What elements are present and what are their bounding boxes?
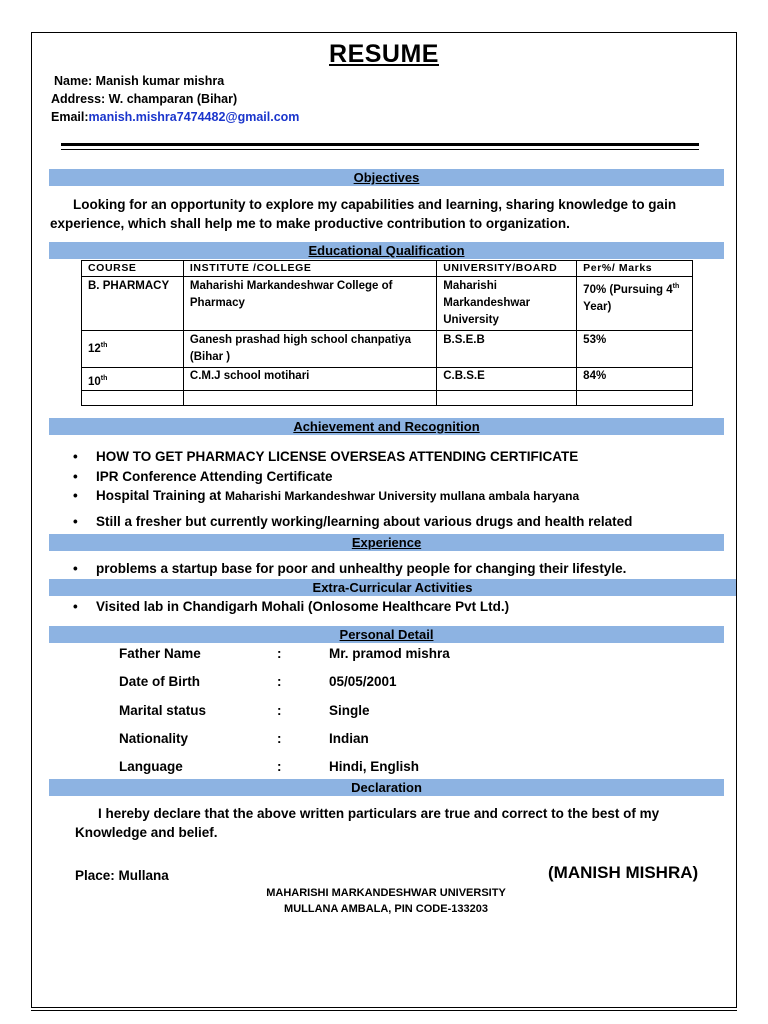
header-name: Name: Manish kumar mishra bbox=[54, 74, 225, 88]
bullet-icon: • bbox=[73, 514, 78, 529]
personal-colon: : bbox=[277, 703, 282, 718]
list-item: • Still a fresher but currently working/learning about various drugs and health related bbox=[73, 514, 633, 529]
cell-board: Maharishi Markandeshwar University bbox=[437, 277, 577, 331]
cell-marks: 84% bbox=[577, 368, 693, 391]
section-achievement-heading: Achievement and Recognition bbox=[49, 418, 724, 435]
objectives-line2: experience, which shall help me to make productive contribution to organization. bbox=[50, 216, 570, 231]
education-table bbox=[81, 260, 693, 406]
col-course: COURSE bbox=[82, 261, 184, 277]
table-row bbox=[82, 390, 693, 405]
personal-value: Hindi, English bbox=[329, 759, 419, 774]
section-personal-heading: Personal Detail bbox=[49, 626, 724, 643]
personal-value: Single bbox=[329, 703, 370, 718]
header-email-row bbox=[51, 108, 299, 126]
bullet-icon: • bbox=[73, 599, 78, 614]
cell-marks: 53% bbox=[577, 331, 693, 368]
declaration-line1: I hereby declare that the above written particulars are true and correct to the best of my bbox=[98, 806, 660, 821]
cell-board: C.B.S.E bbox=[437, 368, 577, 391]
personal-colon: : bbox=[277, 731, 282, 746]
bullet-icon: • bbox=[73, 561, 78, 576]
personal-colon: : bbox=[277, 759, 282, 774]
cell-board: B.S.E.B bbox=[437, 331, 577, 368]
col-board: UNIVERSITY/BOARD bbox=[437, 261, 577, 277]
personal-label: Language bbox=[119, 759, 183, 774]
personal-label: Father Name bbox=[119, 646, 201, 661]
empty-cell bbox=[183, 390, 436, 405]
bullet-icon: • bbox=[73, 449, 78, 464]
cell-course: 10th bbox=[82, 368, 184, 391]
col-marks: Per%/ Marks bbox=[577, 261, 693, 277]
section-objectives-heading: Objectives bbox=[49, 169, 724, 186]
education-header-row bbox=[82, 261, 693, 277]
header-rule-thick bbox=[61, 143, 699, 146]
table-row bbox=[82, 331, 693, 368]
personal-label: Marital status bbox=[119, 703, 207, 718]
footer-line2: MULLANA AMBALA, PIN CODE-133203 bbox=[284, 903, 488, 915]
cell-course: 12th bbox=[82, 331, 184, 368]
personal-colon: : bbox=[277, 646, 282, 661]
personal-value: Mr. pramod mishra bbox=[329, 646, 450, 661]
col-institute: INSTITUTE /COLLEGE bbox=[183, 261, 436, 277]
cell-marks: 70% (Pursuing 4th Year) bbox=[577, 277, 693, 331]
personal-value: Indian bbox=[329, 731, 369, 746]
section-experience-heading: Experience bbox=[49, 534, 724, 551]
section-education-heading: Educational Qualification bbox=[49, 242, 724, 259]
personal-value: 05/05/2001 bbox=[329, 674, 397, 689]
personal-colon: : bbox=[277, 674, 282, 689]
section-declaration-heading: Declaration bbox=[49, 779, 724, 796]
header-rule-thin bbox=[61, 149, 699, 150]
cell-institute: Maharishi Markandeshwar College of Pharmacy bbox=[183, 277, 436, 331]
bullet-icon: • bbox=[73, 469, 78, 484]
list-item: • Hospital Training at Maharishi Markandeshwar University mullana ambala haryana bbox=[73, 488, 580, 503]
declaration-line2: Knowledge and belief. bbox=[75, 825, 218, 840]
cell-course: B. PHARMACY bbox=[82, 277, 184, 331]
bullet-icon: • bbox=[73, 488, 78, 503]
email-label: Email: bbox=[51, 110, 89, 124]
empty-cell bbox=[437, 390, 577, 405]
empty-cell bbox=[577, 390, 693, 405]
section-extra-heading: Extra-Curricular Activities bbox=[49, 579, 736, 596]
table-row bbox=[82, 277, 693, 331]
cell-institute: C.M.J school motihari bbox=[183, 368, 436, 391]
personal-label: Nationality bbox=[119, 731, 189, 746]
list-item: • Visited lab in Chandigarh Mohali (Onlosome Healthcare Pvt Ltd.) bbox=[73, 599, 510, 614]
place-text: Place: Mullana bbox=[75, 868, 169, 883]
empty-cell bbox=[82, 390, 184, 405]
list-item: • HOW TO GET PHARMACY LICENSE OVERSEAS ATTENDING CERTIFICATE bbox=[73, 449, 579, 464]
footer-line1: MAHARISHI MARKANDESHWAR UNIVERSITY bbox=[266, 887, 506, 899]
table-row bbox=[82, 368, 693, 391]
email-link[interactable]: manish.mishra7474482@gmail.com bbox=[88, 110, 300, 124]
resume-title: RESUME bbox=[329, 40, 439, 68]
header-address: Address: W. champaran (Bihar) bbox=[51, 92, 238, 106]
cell-institute: Ganesh prashad high school chanpatiya (Bihar ) bbox=[183, 331, 436, 368]
list-item: • IPR Conference Attending Certificate bbox=[73, 469, 333, 484]
objectives-line1: Looking for an opportunity to explore my capabilities and learning, sharing knowledge to gain bbox=[73, 197, 677, 212]
list-item: • problems a startup base for poor and unhealthy people for changing their lifestyle. bbox=[73, 561, 627, 576]
signature-name: (MANISH MISHRA) bbox=[548, 863, 699, 882]
page-bottom-rule bbox=[31, 1010, 737, 1011]
personal-label: Date of Birth bbox=[119, 674, 200, 689]
